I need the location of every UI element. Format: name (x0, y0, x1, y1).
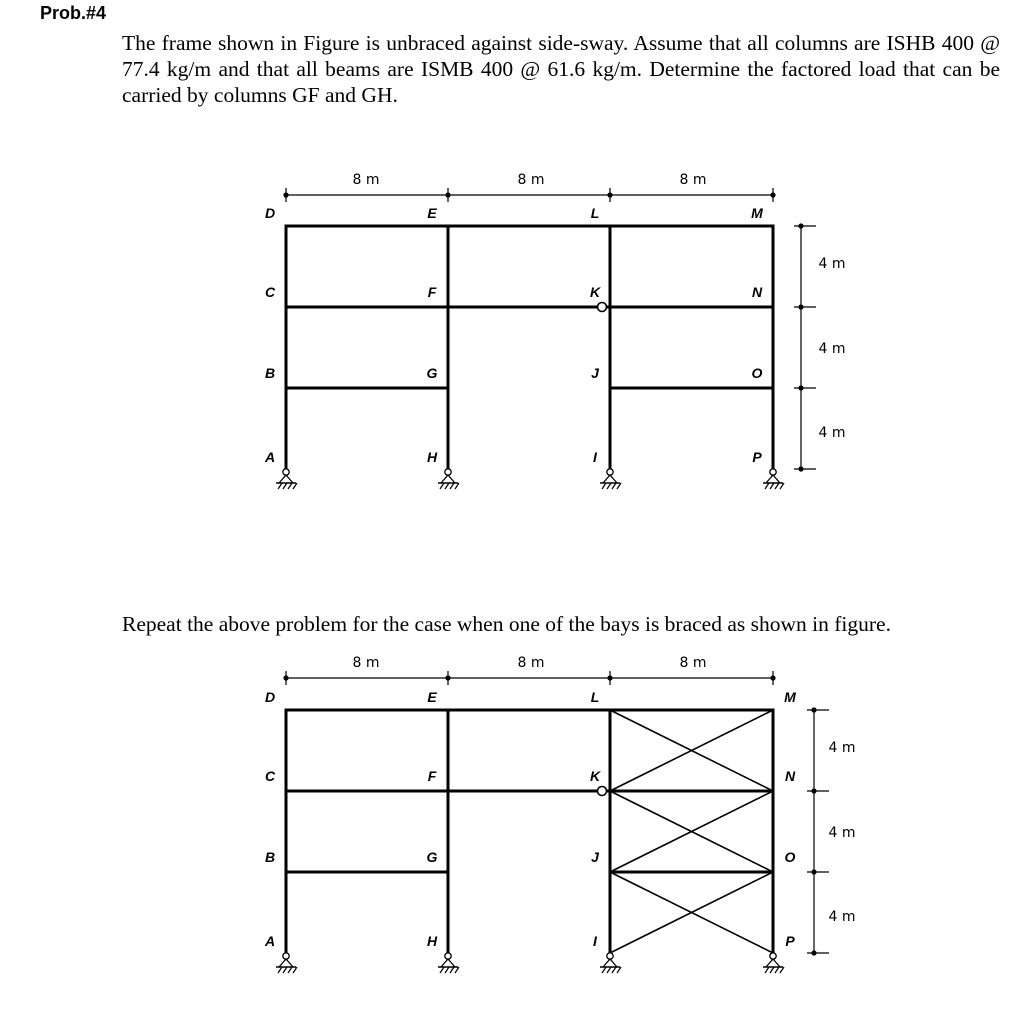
problem-number: Prob.#4 (40, 3, 107, 23)
joint-g: G (426, 365, 438, 381)
joint-d: D (264, 689, 276, 705)
joint-a: A (264, 933, 276, 949)
bay-dim-3: 8 m (679, 172, 707, 188)
hinge-k (598, 303, 607, 312)
joint-i: I (593, 449, 597, 465)
joint-m: M (784, 689, 796, 705)
story-dimension-line (807, 708, 829, 955)
story-dim-2: 4 m (828, 825, 856, 841)
story-dim-1: 4 m (818, 256, 846, 272)
joint-d: D (264, 205, 276, 221)
frame-figure-unbraced (264, 172, 846, 489)
joint-g: G (426, 849, 438, 865)
joint-p: P (785, 933, 795, 949)
joint-h: H (426, 933, 438, 949)
joint-l: L (590, 689, 600, 705)
bay-dim-3: 8 m (679, 655, 707, 671)
joint-e: E (427, 689, 437, 705)
joint-n: N (784, 768, 796, 784)
joint-c: C (264, 284, 276, 300)
bay-dimension-line (284, 671, 775, 685)
bay-dim-1: 8 m (352, 655, 380, 671)
joint-a: A (264, 449, 276, 465)
joint-k: K (589, 284, 601, 300)
joint-c: C (264, 768, 276, 784)
joint-o: O (784, 849, 796, 865)
joint-p: P (752, 449, 762, 465)
bay-dim-2: 8 m (517, 172, 545, 188)
story-dim-3: 4 m (828, 909, 856, 925)
joint-j: J (591, 849, 599, 865)
joint-b: B (264, 365, 276, 381)
joint-o: O (751, 365, 763, 381)
hinge-k (598, 787, 607, 796)
joint-h: H (426, 449, 438, 465)
bay-dim-1: 8 m (352, 172, 380, 188)
pin-supports (276, 953, 784, 973)
joint-e: E (427, 205, 437, 221)
problem-statement: The frame shown in Figure is unbraced against side-sway. Assume that all columns are ISHB 400 @ 77.4 kg/m and that all beams are ISMB 400 @ 61.6 kg/m. Determine the factored load that can be carried by columns GF and GH. (122, 31, 1000, 107)
joint-f: F (427, 768, 437, 784)
story-dim-2: 4 m (818, 341, 846, 357)
story-dim-3: 4 m (818, 425, 846, 441)
story-dim-1: 4 m (828, 740, 856, 756)
repeat-statement: Repeat the above problem for the case when one of the bays is braced as shown in figure. (122, 612, 891, 636)
joint-j: J (591, 365, 599, 381)
bay-dimension-line (284, 188, 775, 202)
joint-m: M (751, 205, 763, 221)
joint-l: L (590, 205, 600, 221)
frame-figure-braced (264, 655, 856, 973)
joint-n: N (751, 284, 763, 300)
story-dimension-line (794, 224, 816, 471)
joint-b: B (264, 849, 276, 865)
joint-i: I (593, 933, 597, 949)
pin-supports (276, 469, 784, 489)
bay-dim-2: 8 m (517, 655, 545, 671)
cross-bracing (610, 710, 773, 953)
joint-k: K (589, 768, 601, 784)
frame-members (286, 226, 773, 469)
joint-f: F (427, 284, 437, 300)
